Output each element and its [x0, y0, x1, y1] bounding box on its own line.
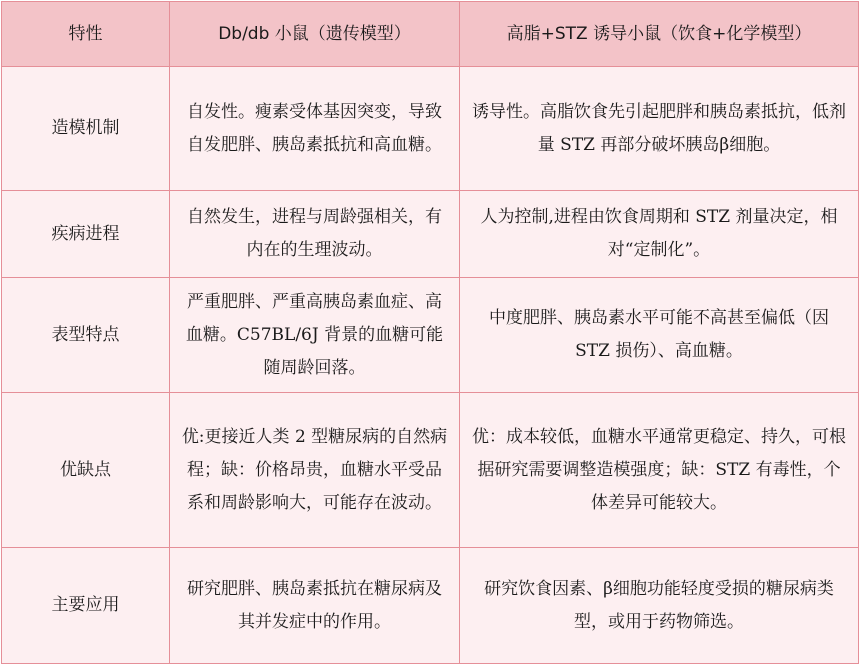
dbdb-cell: 优:更接近人类 2 型糖尿病的自然病程；缺：价格昂贵，血糖水平受品系和周龄影响大，可能存在波动。	[170, 393, 460, 548]
row-feature-cell: 优缺点	[2, 393, 170, 548]
table-row	[2, 393, 859, 548]
row-feature-cell: 表型特点	[2, 278, 170, 393]
header-dbdb-model: Db/db 小鼠（遗传模型）	[170, 2, 460, 67]
hfd-stz-cell: 人为控制,进程由饮食周期和 STZ 剂量决定，相对“定制化”。	[460, 191, 859, 278]
dbdb-cell: 严重肥胖、严重高胰岛素血症、高血糖。C57BL/6J 背景的血糖可能随周龄回落。	[170, 278, 460, 393]
hfd-stz-cell: 研究饮食因素、β细胞功能轻度受损的糖尿病类型，或用于药物筛选。	[460, 548, 859, 664]
row-feature-cell: 造模机制	[2, 67, 170, 191]
table-body	[2, 67, 859, 664]
header-row	[2, 2, 859, 67]
header-hfd-stz-model: 高脂+STZ 诱导小鼠（饮食+化学模型）	[460, 2, 859, 67]
dbdb-cell: 自然发生，进程与周龄强相关，有内在的生理波动。	[170, 191, 460, 278]
hfd-stz-cell: 中度肥胖、胰岛素水平可能不高甚至偏低（因 STZ 损伤）、高血糖。	[460, 278, 859, 393]
table-row	[2, 278, 859, 393]
row-feature-cell: 疾病进程	[2, 191, 170, 278]
dbdb-cell: 研究肥胖、胰岛素抵抗在糖尿病及其并发症中的作用。	[170, 548, 460, 664]
table-header	[2, 2, 859, 67]
table-row	[2, 191, 859, 278]
hfd-stz-cell: 优：成本较低，血糖水平通常更稳定、持久，可根据研究需要调整造模强度；缺：STZ 有毒性，个体差异可能较大。	[460, 393, 859, 548]
row-feature-cell: 主要应用	[2, 548, 170, 664]
comparison-table	[1, 1, 859, 664]
table-row	[2, 67, 859, 191]
header-feature: 特性	[2, 2, 170, 67]
table-row	[2, 548, 859, 664]
hfd-stz-cell: 诱导性。高脂饮食先引起肥胖和胰岛素抵抗，低剂量 STZ 再部分破坏胰岛β细胞。	[460, 67, 859, 191]
dbdb-cell: 自发性。瘦素受体基因突变，导致自发肥胖、胰岛素抵抗和高血糖。	[170, 67, 460, 191]
